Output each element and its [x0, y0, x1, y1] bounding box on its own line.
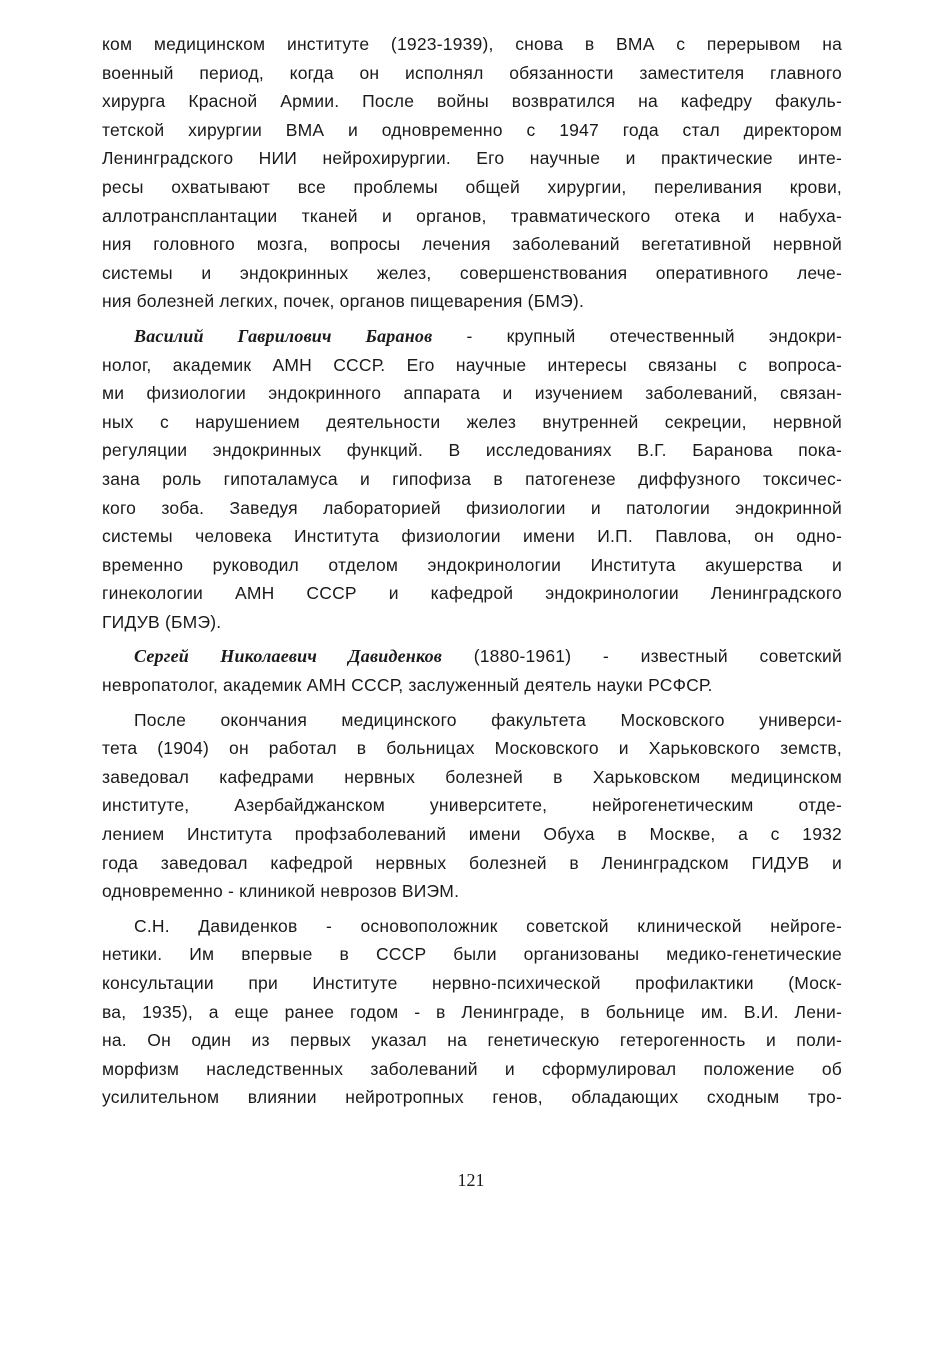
text-line: заведовал кафедрами нервных болезней в Харьковском медицинском — [102, 766, 842, 787]
text-line: ком медицинском институте (1923-1939), снова в ВМА с перерывом на — [102, 34, 842, 54]
text-line: лением Института профзаболеваний имени Обуха в Москве, а с 1932 — [102, 824, 842, 845]
person-name: Сергей Николаевич Давиденков — [134, 646, 443, 667]
text-line: усилительном влиянии нейротропных генов, обладающих сходным тро- — [102, 1087, 842, 1108]
text-line: системы и эндокринных желез, совершенствования оперативного лече- — [102, 262, 842, 283]
paragraph-davidenkov-intro — [102, 642, 842, 699]
person-name: Василий Гаврилович Баранов — [134, 325, 433, 346]
text-line: на. Он один из первых указал на генетическую гетерогенность и поли- — [102, 1030, 842, 1051]
text-line: нетики. Им впервые в СССР были организованы медико-генетические — [102, 944, 842, 965]
text-line: одновременно - клиникой неврозов ВИЭМ. — [102, 881, 460, 902]
text-line: кого зоба. Заведуя лабораторией физиологии и патологии эндокринной — [102, 497, 842, 518]
text-line: гинекологии АМН СССР и кафедрой эндокринологии Ленинградского — [102, 583, 842, 604]
text-line: морфизм наследственных заболеваний и сформулировал положение об — [102, 1058, 842, 1079]
text-line: С.Н. Давиденков - основоположник советской клинической нейроге- — [134, 915, 842, 936]
text-line: ва, 1935), а еще ранее годом - в Ленинграде, в больнице им. В.И. Лени- — [102, 1001, 842, 1022]
text-line: системы человека Института физиологии имени И.П. Павлова, он одно- — [102, 526, 842, 547]
text-line: Ленинградского НИИ нейрохирургии. Его научные и практические инте- — [102, 148, 842, 169]
paragraph-baranov — [102, 322, 842, 637]
text-line: ния болезней легких, почек, органов пищеварения (БМЭ). — [102, 291, 585, 312]
text-line: ми физиологии эндокринного аппарата и изучением заболеваний, связан- — [102, 383, 842, 404]
text-line: После окончания медицинского факультета Московского универси- — [134, 709, 842, 730]
text-line: тета (1904) он работал в больницах Московского и Харьковского земств, — [102, 738, 842, 759]
text-line: аллотрансплантации тканей и органов, травматического отека и набуха- — [102, 205, 842, 226]
text-line: временно руководил отделом эндокринологии Института акушерства и — [102, 554, 842, 575]
text-line: хирурга Красной Армии. После войны возвратился на кафедру факуль- — [102, 91, 842, 112]
text-line: года заведовал кафедрой нервных болезней в Ленинградском ГИДУВ и — [102, 852, 842, 873]
paragraph-davidenkov-career — [102, 706, 842, 906]
text-line: нолог, академик АМН СССР. Его научные интересы связаны с вопроса- — [102, 354, 842, 375]
text-line: ресы охватывают все проблемы общей хирургии, переливания крови, — [102, 176, 842, 197]
text-line: регуляции эндокринных функций. В исследованиях В.Г. Баранова пока- — [102, 440, 842, 461]
text-line: зана роль гипоталамуса и гипофиза в патогенезе диффузного токсичес- — [102, 468, 842, 489]
text-line: институте, Азербайджанском университете, нейрогенетическим отде- — [102, 795, 842, 816]
page-body — [102, 30, 842, 1112]
text-fragment: - крупный отечественный эндокри- — [432, 325, 842, 346]
paragraph-davidenkov-neurogenetics — [102, 912, 842, 1112]
text-line: военный период, когда он исполнял обязанности заместителя главного — [102, 62, 842, 83]
text-line: ных с нарушением деятельности желез внутренней секреции, нервной — [102, 411, 842, 432]
text-line: тетской хирургии ВМА и одновременно с 1947 года стал директором — [102, 119, 842, 140]
text-line — [102, 322, 842, 351]
paragraph-continuation — [102, 30, 842, 316]
text-line: невропатолог, академик АМН СССР, заслуженный деятель науки РСФСР. — [102, 675, 713, 696]
text-fragment: (1880-1961) - известный советский — [442, 646, 842, 667]
text-line: консультации при Институте нервно-психической профилактики (Моск- — [102, 973, 842, 993]
text-line: ния головного мозга, вопросы лечения заболеваний вегетативной нервной — [102, 234, 842, 255]
text-line: ГИДУВ (БМЭ). — [102, 611, 222, 632]
page-number: 121 — [457, 1170, 485, 1190]
text-line — [102, 642, 842, 671]
